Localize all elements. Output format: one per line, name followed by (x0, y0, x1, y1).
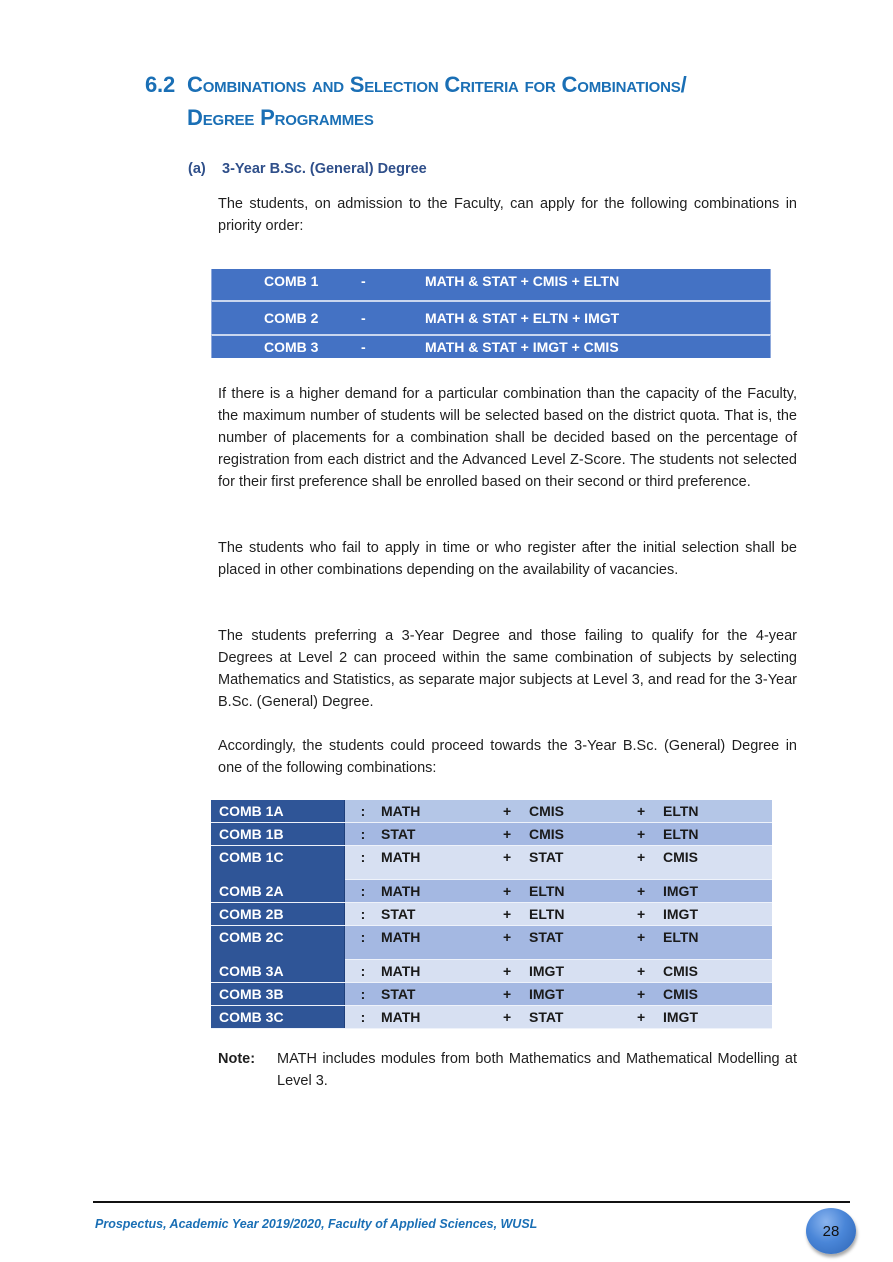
section-title-line1: Combinations and Selection Criteria for Combinations/ (187, 72, 687, 97)
colon: : (360, 986, 366, 1002)
subject-1: MATH (381, 849, 421, 865)
subject-2: ELTN (529, 906, 565, 922)
comb-code: COMB 2B (211, 903, 345, 925)
subject-2: CMIS (529, 826, 564, 842)
priority-combinations-table (211, 269, 771, 358)
plus: + (503, 906, 512, 922)
comb-code: COMB 2C (211, 926, 345, 960)
demand-paragraph: If there is a higher demand for a particular combination than the capacity of the Faculty, the maximum number of students will be selected based on the district quota. That is, the number of placements for a combination shall be decided based on the percentage of registration from each district and the Advanced Level Z-Score. The students not selected for their first preference shall be enrolled based on their second or third preference. (218, 386, 797, 490)
plus: + (503, 963, 512, 979)
colon: : (360, 906, 366, 922)
plus: + (637, 883, 646, 899)
colon: : (360, 826, 366, 842)
subject-3: ELTN (663, 929, 699, 945)
comb-code: COMB 3C (211, 1006, 345, 1028)
subject-2: ELTN (529, 883, 565, 899)
subject-2: IMGT (529, 963, 564, 979)
subject-2: STAT (529, 849, 564, 865)
plus: + (637, 963, 646, 979)
accordingly-paragraph: Accordingly, the students could proceed towards the 3-Year B.Sc. (General) Degree in one of the following combinations: (218, 738, 797, 776)
table-row (211, 823, 772, 846)
subject-1: MATH (381, 929, 421, 945)
plus: + (637, 929, 646, 945)
plus: + (503, 826, 512, 842)
subject-2: CMIS (529, 803, 564, 819)
section-title (145, 68, 825, 134)
plus: + (503, 986, 512, 1002)
subsection-heading (188, 161, 427, 177)
subject-1: MATH (381, 963, 421, 979)
note-text: MATH includes modules from both Mathematics and Mathematical Modelling at Level 3. (277, 1051, 797, 1089)
comb-code: COMB 1A (211, 800, 345, 822)
colon: : (360, 883, 366, 899)
comb-code: COMB 2A (211, 880, 345, 902)
comb-code: COMB 1C (211, 846, 345, 880)
plus: + (637, 1009, 646, 1025)
priority-row (211, 269, 771, 300)
comb-subjects: MATH & STAT + ELTN + IMGT (425, 310, 620, 326)
section-number: 6.2 (145, 72, 175, 97)
subject-2: STAT (529, 929, 564, 945)
plus: + (503, 849, 512, 865)
colon: : (360, 1009, 366, 1025)
table-row (211, 880, 772, 903)
plus: + (637, 906, 646, 922)
subject-2: STAT (529, 1009, 564, 1025)
subject-1: MATH (381, 803, 421, 819)
plus: + (637, 849, 646, 865)
late-registration-paragraph: The students who fail to apply in time or who register after the initial selection shall be placed in other combinations depending on the availability of vacancies. (218, 540, 797, 578)
subject-3: CMIS (663, 849, 698, 865)
subject-3: CMIS (663, 986, 698, 1002)
table-row (211, 1006, 772, 1029)
plus: + (503, 883, 512, 899)
table-row (211, 983, 772, 1006)
subsection-title: 3-Year B.Sc. (General) Degree (222, 161, 427, 177)
colon: : (360, 803, 366, 819)
subject-3: ELTN (663, 803, 699, 819)
comb-code: COMB 3B (211, 983, 345, 1005)
subject-3: ELTN (663, 826, 699, 842)
table-row (211, 926, 772, 960)
comb-separator: - (361, 310, 366, 326)
subject-3: CMIS (663, 963, 698, 979)
colon: : (360, 963, 366, 979)
colon: : (360, 849, 366, 865)
page-number-badge (806, 1208, 856, 1254)
subject-1: STAT (381, 906, 416, 922)
footer-text: Prospectus, Academic Year 2019/2020, Faculty of Applied Sciences, WUSL (95, 1217, 538, 1231)
comb-code: COMB 3A (211, 960, 345, 982)
general-combinations-table (211, 800, 772, 1029)
plus: + (637, 803, 646, 819)
comb-subjects: MATH & STAT + IMGT + CMIS (425, 339, 619, 355)
subject-3: IMGT (663, 906, 698, 922)
plus: + (503, 1009, 512, 1025)
table-row (211, 960, 772, 983)
plus: + (637, 826, 646, 842)
note-label: Note: (218, 1051, 256, 1067)
plus: + (503, 929, 512, 945)
comb-subjects: MATH & STAT + CMIS + ELTN (425, 273, 620, 289)
plus: + (503, 803, 512, 819)
subject-1: MATH (381, 883, 421, 899)
priority-row (211, 334, 771, 358)
comb-separator: - (361, 273, 366, 289)
subject-1: STAT (381, 986, 416, 1002)
priority-row (211, 300, 771, 334)
page-number: 28 (822, 1222, 840, 1240)
intro-paragraph: The students, on admission to the Faculty, can apply for the following combinations in priority order: (218, 196, 797, 234)
subject-2: IMGT (529, 986, 564, 1002)
table-row (211, 903, 772, 926)
subject-3: IMGT (663, 883, 698, 899)
section-title-line2: Degree Programmes (187, 105, 374, 130)
three-year-paragraph: The students preferring a 3-Year Degree and those failing to qualify for the 4-year Degrees at Level 2 can proceed within the same combination of subjects by selecting Mathematics and Statistics, as separate major subjects at Level 3, and read for the 3-Year B.Sc. (General) Degree. (218, 628, 797, 710)
comb-code: COMB 2 (264, 310, 319, 326)
comb-code: COMB 1B (211, 823, 345, 845)
subsection-label: (a) (188, 161, 206, 177)
note (218, 1048, 797, 1092)
subject-1: STAT (381, 826, 416, 842)
comb-code: COMB 1 (264, 273, 319, 289)
comb-code: COMB 3 (264, 339, 319, 355)
table-row (211, 800, 772, 823)
plus: + (637, 986, 646, 1002)
subject-1: MATH (381, 1009, 421, 1025)
colon: : (360, 929, 366, 945)
footer-divider (93, 1201, 850, 1203)
comb-separator: - (361, 339, 366, 355)
subject-3: IMGT (663, 1009, 698, 1025)
table-row (211, 846, 772, 880)
